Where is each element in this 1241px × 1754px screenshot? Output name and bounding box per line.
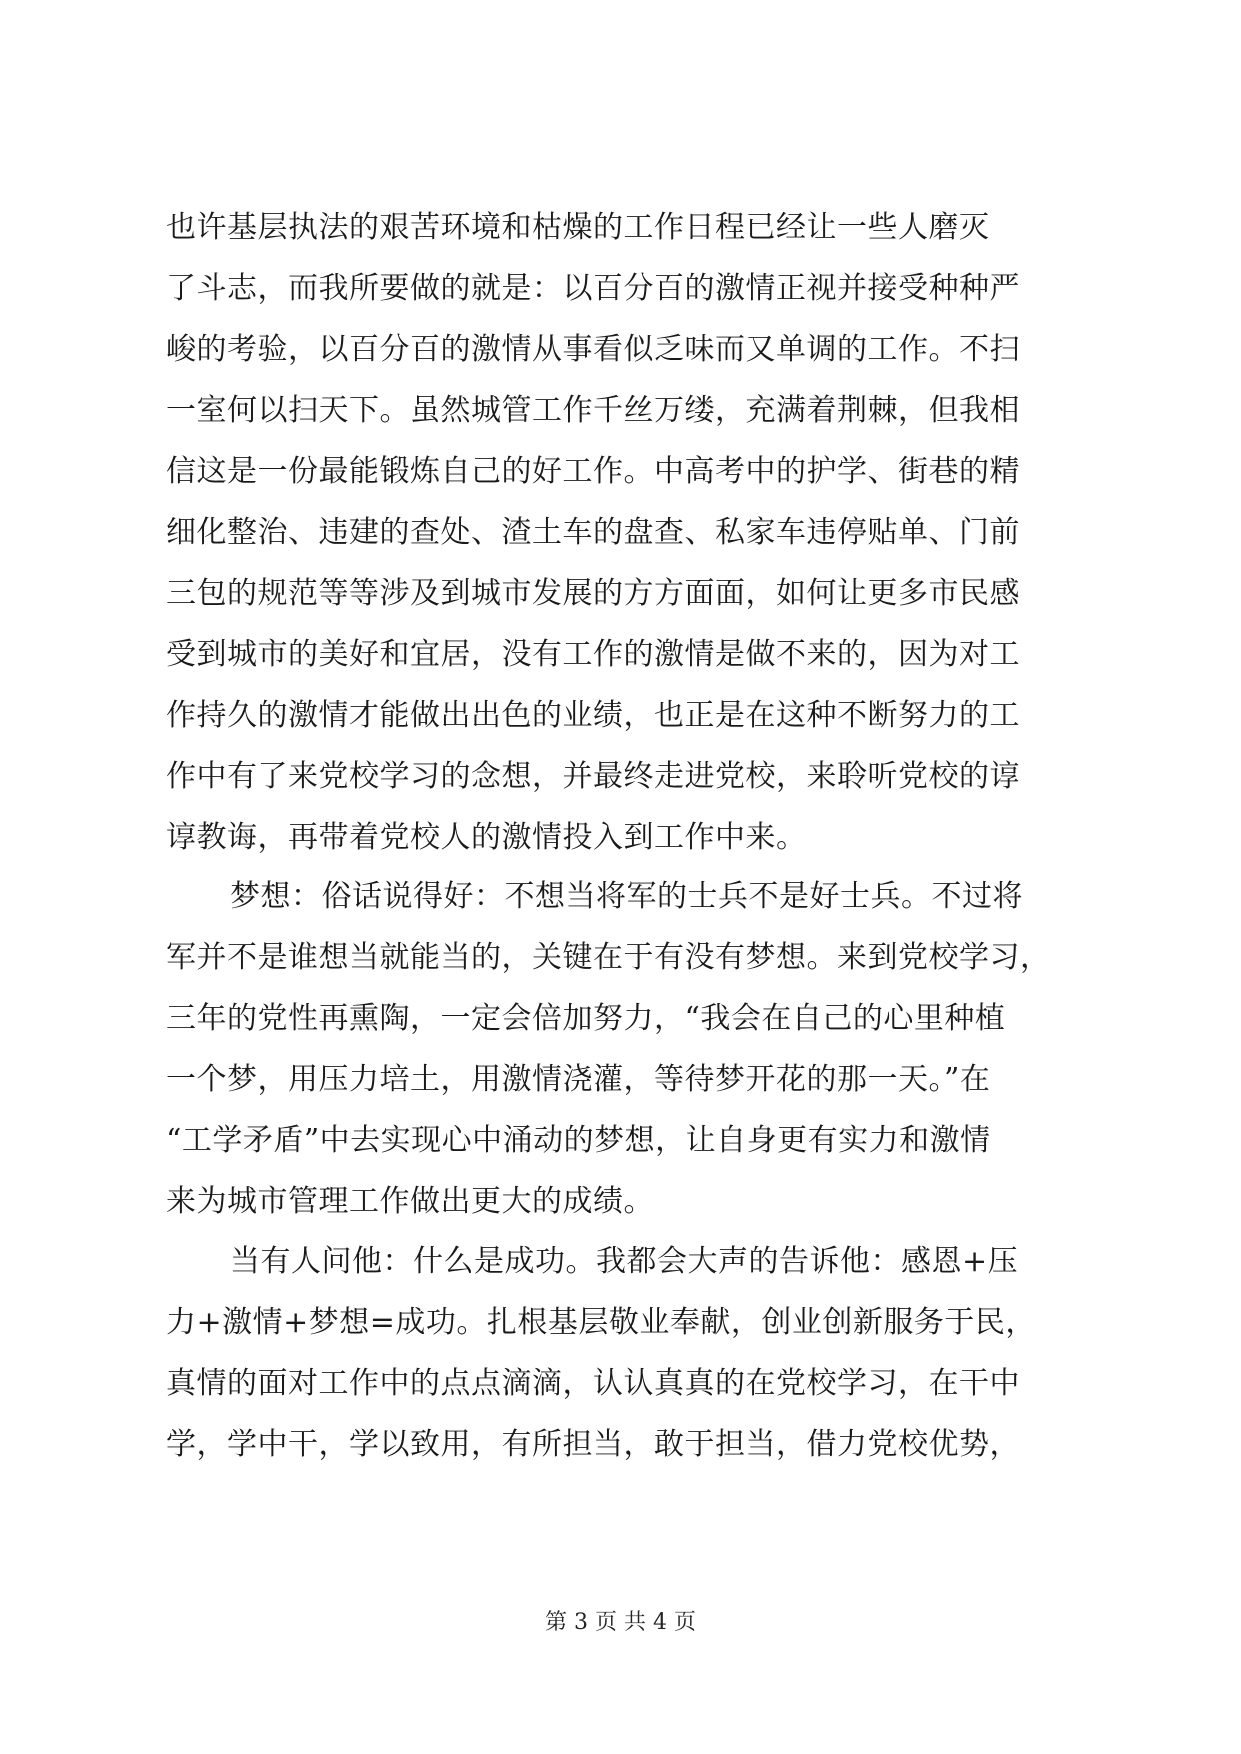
text-line: 峻的考验，以百分百的激情从事看似乏味而又单调的工作。不扫	[166, 332, 1020, 367]
text-line: 作中有了来党校学习的念想，并最终走进党校，来聆听党校的谆	[166, 759, 1020, 794]
text-line: 也许基层执法的艰苦环境和枯燥的工作日程已经让一些人磨灭	[166, 210, 990, 245]
text-line: 军并不是谁想当就能当的，关键在于有没有梦想。来到党校学习，	[166, 940, 1051, 975]
text-line: 一个梦，用压力培土，用激情浇灌，等待梦开花的那一天。”在	[166, 1062, 991, 1097]
text-line: 了斗志，而我所要做的就是：以百分百的激情正视并接受种种严	[166, 271, 1020, 306]
text-line: 来为城市管理工作做出更大的成绩。	[166, 1184, 654, 1219]
text-line: 一室何以扫天下。虽然城管工作千丝万缕，充满着荆棘，但我相	[166, 393, 1020, 428]
text-line: 三年的党性再熏陶，一定会倍加努力，“我会在自己的心里种植	[166, 1001, 1006, 1036]
text-line: 真情的面对工作中的点点滴滴，认认真真的在党校学习，在干中	[166, 1366, 1020, 1401]
text-line: 谆教诲，再带着党校人的激情投入到工作中来。	[166, 820, 807, 855]
paragraph-first-line: 当有人问他：什么是成功。我都会大声的告诉他：感恩+压	[230, 1244, 1019, 1279]
text-line: 学，学中干，学以致用，有所担当，敢于担当，借力党校优势，	[166, 1427, 1020, 1462]
text-line: 三包的规范等等涉及到城市发展的方方面面，如何让更多市民感	[166, 576, 1020, 611]
text-line: “工学矛盾”中去实现心中涌动的梦想，让自身更有实力和激情	[166, 1123, 991, 1158]
text-line: 作持久的激情才能做出出色的业绩，也正是在这种不断努力的工	[166, 698, 1020, 733]
text-line: 细化整治、违建的查处、渣土车的盘查、私家车违停贴单、门前	[166, 515, 1020, 550]
paragraph-first-line: 梦想：俗话说得好：不想当将军的士兵不是好士兵。不过将	[230, 879, 1023, 914]
text-line: 信这是一份最能锻炼自己的好工作。中高考中的护学、街巷的精	[166, 454, 1020, 489]
text-line: 力+激情+梦想=成功。扎根基层敬业奉献，创业创新服务于民，	[166, 1305, 1036, 1340]
page-footer: 第 3 页 共 4 页	[545, 1610, 696, 1635]
text-line: 受到城市的美好和宜居，没有工作的激情是做不来的，因为对工	[166, 637, 1020, 672]
